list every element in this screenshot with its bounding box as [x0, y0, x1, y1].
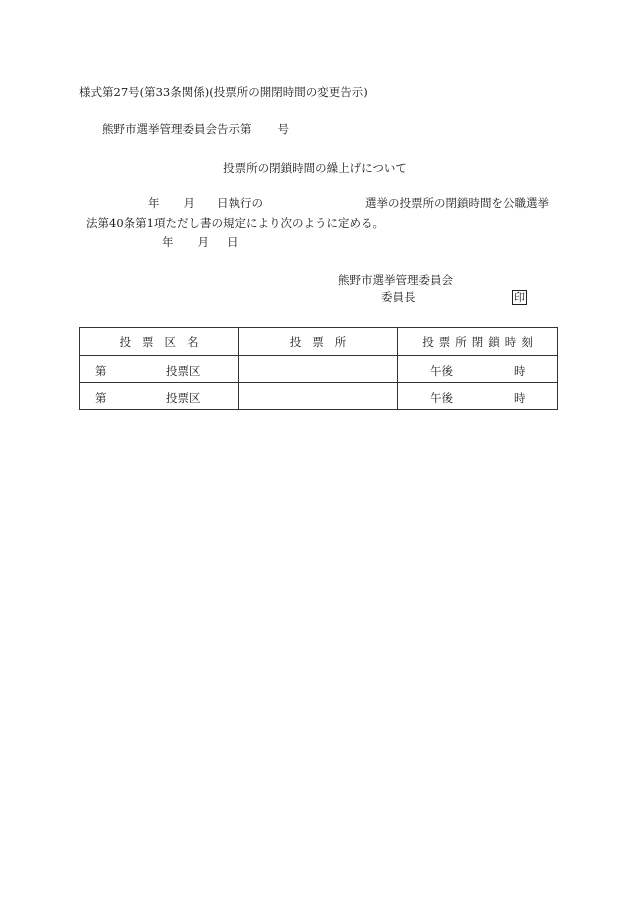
- pm-label: 午後: [430, 364, 453, 378]
- time-cell: [398, 383, 558, 410]
- committee-name: 熊野市選挙管理委員会: [338, 273, 453, 287]
- year-label: 年: [148, 196, 160, 210]
- district-cell: [80, 356, 239, 383]
- hour-label: 時: [514, 364, 526, 378]
- paragraph-line-2: 法第40条第1項ただし書の規定により次のように定める。: [86, 216, 384, 230]
- notice-suffix: 号: [277, 122, 289, 136]
- district-prefix: 第: [95, 391, 107, 405]
- table-row: [80, 383, 558, 410]
- form-reference: 様式第27号(第33条関係)(投票所の開閉時間の変更告示): [79, 85, 368, 99]
- district-suffix: 投票区: [166, 391, 201, 405]
- table-header-row: [80, 328, 558, 356]
- pm-label: 午後: [430, 391, 453, 405]
- notice-prefix: 熊野市選挙管理委員会告示第: [102, 122, 252, 136]
- date-day: 日: [227, 235, 239, 249]
- place-cell: [239, 383, 398, 410]
- chairperson-title: 委員長: [381, 290, 416, 304]
- header-place: 投票所: [239, 328, 398, 356]
- header-close-time: 投票所閉鎖時刻: [398, 328, 558, 356]
- district-suffix: 投票区: [166, 364, 201, 378]
- date-line: [162, 237, 239, 249]
- day-exec-label: 日執行の: [217, 196, 263, 210]
- header-district: 投票区名: [80, 328, 239, 356]
- district-prefix: 第: [95, 364, 107, 378]
- seal-stamp: 印: [514, 291, 525, 304]
- table-row: [80, 356, 558, 383]
- hour-label: 時: [514, 391, 526, 405]
- date-year: 年: [162, 235, 174, 249]
- document-title: 投票所の閉鎖時間の繰上げについて: [223, 161, 407, 175]
- paragraph-line-1-rest: 選挙の投票所の閉鎖時間を公職選挙: [365, 196, 549, 210]
- month-label: 月: [183, 196, 195, 210]
- date-month: 月: [197, 235, 209, 249]
- polling-table: [79, 327, 558, 410]
- time-cell: [398, 356, 558, 383]
- paragraph-line-1: [148, 198, 549, 210]
- district-cell: [80, 383, 239, 410]
- place-cell: [239, 356, 398, 383]
- notice-number-line: [102, 124, 289, 136]
